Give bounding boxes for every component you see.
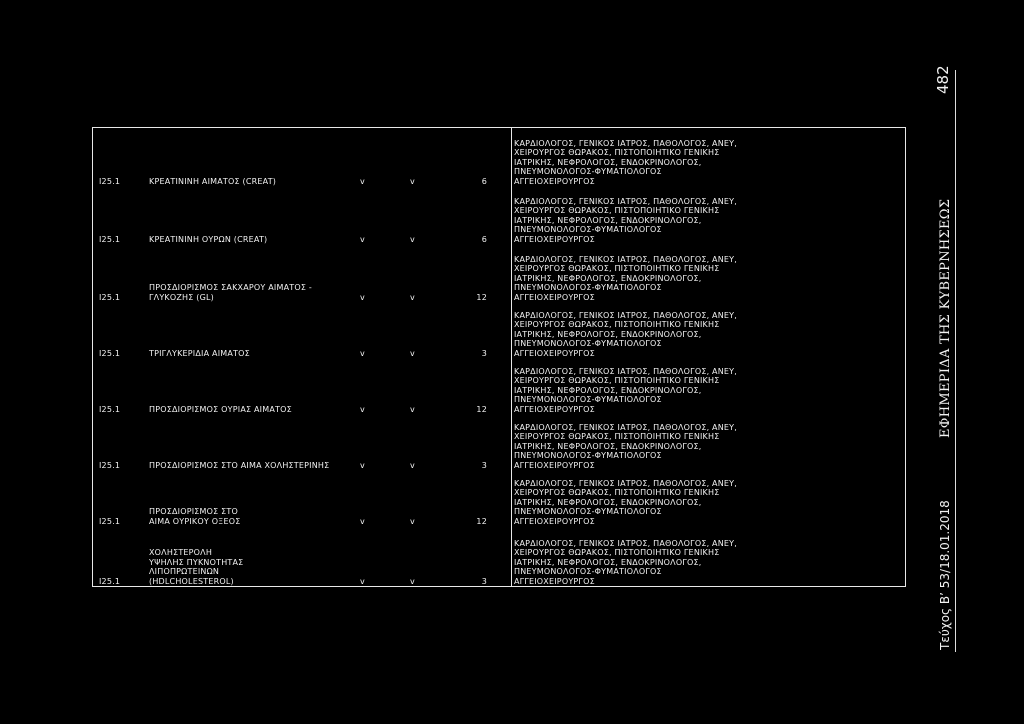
specialty-line: ΚΑΡΔΙΟΛΟΓΟΣ, ΓΕΝΙΚΟΣ ΙΑΤΡΟΣ, ΠΑΘΟΛΟΓΟΣ, ΑΝΕΥ,	[514, 422, 737, 432]
table-row	[93, 471, 905, 527]
row-code: I25.1	[99, 576, 121, 586]
row-code: I25.1	[99, 234, 121, 244]
examination-name-line: ΠΡΟΣΔΙΟΡΙΣΜΟΣ ΣΑΚΧΑΡΟΥ ΑΙΜΑΤΟΣ -	[149, 283, 312, 292]
specialty-line: ΚΑΡΔΙΟΛΟΓΟΣ, ΓΕΝΙΚΟΣ ΙΑΤΡΟΣ, ΠΑΘΟΛΟΓΟΣ, ΑΝΕΥ,	[514, 196, 737, 206]
row-code: I25.1	[99, 176, 121, 186]
row-quantity: 12	[476, 516, 487, 526]
issue-info: Τεύχος Β’ 53/18.01.2018	[938, 500, 952, 650]
row-check-1: v	[360, 516, 365, 526]
specialty-line: ΑΓΓΕΙΟΧΕΙΡΟΥΡΓΟΣ	[514, 460, 595, 470]
row-check-1: v	[360, 348, 365, 358]
examination-name-line: ΠΡΟΣΔΙΟΡΙΣΜΟΣ ΟΥΡΙΑΣ ΑΙΜΑΤΟΣ	[149, 404, 292, 414]
specialty-line: ΑΓΓΕΙΟΧΕΙΡΟΥΡΓΟΣ	[514, 176, 595, 186]
specialty-line: ΚΑΡΔΙΟΛΟΓΟΣ, ΓΕΝΙΚΟΣ ΙΑΤΡΟΣ, ΠΑΘΟΛΟΓΟΣ, ΑΝΕΥ,	[514, 310, 737, 320]
row-check-1: v	[360, 292, 365, 302]
specialty-line: ΙΑΤΡΙΚΗΣ, ΝΕΦΡΟΛΟΓΟΣ, ΕΝΔΟΚΡΙΝΟΛΟΓΟΣ,	[514, 557, 702, 567]
specialty-line: ΠΝΕΥΜΟΝΟΛΟΓΟΣ-ΦΥΜΑΤΙΟΛΟΓΟΣ	[514, 283, 662, 292]
specialty-line: ΠΝΕΥΜΟΝΟΛΟΓΟΣ-ΦΥΜΑΤΙΟΛΟΓΟΣ	[514, 567, 662, 576]
table-row	[93, 187, 905, 245]
table-row	[93, 303, 905, 359]
specialty-line: ΑΓΓΕΙΟΧΕΙΡΟΥΡΓΟΣ	[514, 404, 595, 414]
row-code: I25.1	[99, 292, 121, 302]
specialty-line: ΚΑΡΔΙΟΛΟΓΟΣ, ΓΕΝΙΚΟΣ ΙΑΤΡΟΣ, ΠΑΘΟΛΟΓΟΣ, ΑΝΕΥ,	[514, 366, 737, 376]
row-code: I25.1	[99, 404, 121, 414]
table-row	[93, 245, 905, 303]
specialty-line: ΙΑΤΡΙΚΗΣ, ΝΕΦΡΟΛΟΓΟΣ, ΕΝΔΟΚΡΙΝΟΛΟΓΟΣ,	[514, 215, 702, 225]
row-quantity: 3	[481, 576, 487, 586]
specialty-line: ΑΓΓΕΙΟΧΕΙΡΟΥΡΓΟΣ	[514, 576, 595, 586]
row-examination-name	[149, 405, 292, 415]
row-specialties	[514, 311, 737, 359]
row-specialties	[514, 539, 737, 587]
examination-name-line: ΑΙΜΑ ΟΥΡΙΚΟΥ ΟΞΕΟΣ	[149, 516, 241, 526]
specialty-line: ΚΑΡΔΙΟΛΟΓΟΣ, ΓΕΝΙΚΟΣ ΙΑΤΡΟΣ, ΠΑΘΟΛΟΓΟΣ, ΑΝΕΥ,	[514, 478, 737, 488]
row-check-2: v	[410, 176, 415, 186]
row-specialties	[514, 479, 737, 527]
specialty-line: ΚΑΡΔΙΟΛΟΓΟΣ, ΓΕΝΙΚΟΣ ΙΑΤΡΟΣ, ΠΑΘΟΛΟΓΟΣ, ΑΝΕΥ,	[514, 538, 737, 548]
page-number: 482	[934, 65, 952, 94]
specialty-line: ΧΕΙΡΟΥΡΓΟΣ ΘΩΡΑΚΟΣ, ΠΙΣΤΟΠΟΙΗΤΙΚΟ ΓΕΝΙΚΗΣ	[514, 148, 720, 157]
row-quantity: 12	[476, 404, 487, 414]
row-quantity: 3	[481, 460, 487, 470]
specialty-line: ΑΓΓΕΙΟΧΕΙΡΟΥΡΓΟΣ	[514, 516, 595, 526]
specialty-line: ΑΓΓΕΙΟΧΕΙΡΟΥΡΓΟΣ	[514, 234, 595, 244]
specialty-line: ΚΑΡΔΙΟΛΟΓΟΣ, ΓΕΝΙΚΟΣ ΙΑΤΡΟΣ, ΠΑΘΟΛΟΓΟΣ, ΑΝΕΥ,	[514, 254, 737, 264]
specialty-line: ΙΑΤΡΙΚΗΣ, ΝΕΦΡΟΛΟΓΟΣ, ΕΝΔΟΚΡΙΝΟΛΟΓΟΣ,	[514, 497, 702, 507]
specialty-line: ΧΕΙΡΟΥΡΓΟΣ ΘΩΡΑΚΟΣ, ΠΙΣΤΟΠΟΙΗΤΙΚΟ ΓΕΝΙΚΗΣ	[514, 488, 720, 497]
examination-name-line: ΛΙΠΟΠΡΩΤΕΙΝΩΝ	[149, 567, 220, 576]
examination-name-line: ΚΡΕΑΤΙΝΙΝΗ ΑΙΜΑΤΟΣ (CREAT)	[149, 176, 277, 186]
row-check-2: v	[410, 460, 415, 470]
row-examination-name	[149, 177, 276, 187]
specialty-line: ΙΑΤΡΙΚΗΣ, ΝΕΦΡΟΛΟΓΟΣ, ΕΝΔΟΚΡΙΝΟΛΟΓΟΣ,	[514, 157, 702, 167]
specialty-line: ΠΝΕΥΜΟΝΟΛΟΓΟΣ-ΦΥΜΑΤΙΟΛΟΓΟΣ	[514, 167, 662, 176]
examinations-table	[92, 127, 906, 587]
specialty-line: ΧΕΙΡΟΥΡΓΟΣ ΘΩΡΑΚΟΣ, ΠΙΣΤΟΠΟΙΗΤΙΚΟ ΓΕΝΙΚΗΣ	[514, 264, 720, 273]
specialty-line: ΧΕΙΡΟΥΡΓΟΣ ΘΩΡΑΚΟΣ, ΠΙΣΤΟΠΟΙΗΤΙΚΟ ΓΕΝΙΚΗΣ	[514, 432, 720, 441]
examination-name-line: ΤΡΙΓΛΥΚΕΡΙΔΙΑ ΑΙΜΑΤΟΣ	[149, 348, 250, 358]
row-quantity: 6	[481, 176, 487, 186]
row-check-2: v	[410, 576, 415, 586]
row-code: I25.1	[99, 516, 121, 526]
specialty-line: ΧΕΙΡΟΥΡΓΟΣ ΘΩΡΑΚΟΣ, ΠΙΣΤΟΠΟΙΗΤΙΚΟ ΓΕΝΙΚΗΣ	[514, 320, 720, 329]
row-examination-name	[149, 283, 312, 302]
journal-title: ΕΦΗΜΕΡΙΔΑ ΤΗΣ ΚΥΒΕΡΝΗΣΕΩΣ	[938, 198, 953, 438]
examination-name-line: ΠΡΟΣΔΙΟΡΙΣΜΟΣ ΣΤΟ ΑΙΜΑ ΧΟΛΗΣΤΕΡΙΝΗΣ	[149, 460, 330, 470]
row-specialties	[514, 139, 737, 187]
specialty-line: ΠΝΕΥΜΟΝΟΛΟΓΟΣ-ΦΥΜΑΤΙΟΛΟΓΟΣ	[514, 451, 662, 460]
row-examination-name	[149, 235, 267, 245]
row-examination-name	[149, 548, 243, 586]
row-code: I25.1	[99, 460, 121, 470]
specialty-line: ΚΑΡΔΙΟΛΟΓΟΣ, ΓΕΝΙΚΟΣ ΙΑΤΡΟΣ, ΠΑΘΟΛΟΓΟΣ, ΑΝΕΥ,	[514, 138, 737, 148]
table-row	[93, 415, 905, 471]
row-check-2: v	[410, 234, 415, 244]
row-quantity: 12	[476, 292, 487, 302]
row-check-1: v	[360, 404, 365, 414]
row-specialties	[514, 197, 737, 245]
row-check-2: v	[410, 292, 415, 302]
table-row	[93, 128, 905, 187]
specialty-line: ΧΕΙΡΟΥΡΓΟΣ ΘΩΡΑΚΟΣ, ΠΙΣΤΟΠΟΙΗΤΙΚΟ ΓΕΝΙΚΗΣ	[514, 548, 720, 557]
specialty-line: ΠΝΕΥΜΟΝΟΛΟΓΟΣ-ΦΥΜΑΤΙΟΛΟΓΟΣ	[514, 395, 662, 404]
specialty-line: ΧΕΙΡΟΥΡΓΟΣ ΘΩΡΑΚΟΣ, ΠΙΣΤΟΠΟΙΗΤΙΚΟ ΓΕΝΙΚΗΣ	[514, 376, 720, 385]
specialty-line: ΙΑΤΡΙΚΗΣ, ΝΕΦΡΟΛΟΓΟΣ, ΕΝΔΟΚΡΙΝΟΛΟΓΟΣ,	[514, 329, 702, 339]
specialty-line: ΠΝΕΥΜΟΝΟΛΟΓΟΣ-ΦΥΜΑΤΙΟΛΟΓΟΣ	[514, 339, 662, 348]
row-examination-name	[149, 507, 240, 526]
row-specialties	[514, 423, 737, 471]
examination-name-line: ΓΛΥΚΟΖΗΣ (GL)	[149, 292, 214, 302]
row-code: I25.1	[99, 348, 121, 358]
specialty-line: ΠΝΕΥΜΟΝΟΛΟΓΟΣ-ΦΥΜΑΤΙΟΛΟΓΟΣ	[514, 507, 662, 516]
specialty-line: ΑΓΓΕΙΟΧΕΙΡΟΥΡΓΟΣ	[514, 292, 595, 302]
row-check-2: v	[410, 348, 415, 358]
row-examination-name	[149, 349, 250, 359]
row-quantity: 3	[481, 348, 487, 358]
row-check-1: v	[360, 460, 365, 470]
row-check-2: v	[410, 404, 415, 414]
row-examination-name	[149, 461, 329, 471]
examination-name-line: ΚΡΕΑΤΙΝΙΝΗ ΟΥΡΩΝ (CREAT)	[149, 234, 268, 244]
table-row	[93, 359, 905, 415]
specialty-line: ΠΝΕΥΜΟΝΟΛΟΓΟΣ-ΦΥΜΑΤΙΟΛΟΓΟΣ	[514, 225, 662, 234]
examination-name-line: ΠΡΟΣΔΙΟΡΙΣΜΟΣ ΣΤΟ	[149, 507, 238, 516]
specialty-line: ΙΑΤΡΙΚΗΣ, ΝΕΦΡΟΛΟΓΟΣ, ΕΝΔΟΚΡΙΝΟΛΟΓΟΣ,	[514, 385, 702, 395]
row-quantity: 6	[481, 234, 487, 244]
specialty-line: ΙΑΤΡΙΚΗΣ, ΝΕΦΡΟΛΟΓΟΣ, ΕΝΔΟΚΡΙΝΟΛΟΓΟΣ,	[514, 273, 702, 283]
examination-name-line: ΧΟΛΗΣΤΕΡΟΛΗ	[149, 548, 213, 557]
margin-rule	[955, 70, 956, 652]
row-check-2: v	[410, 516, 415, 526]
row-check-1: v	[360, 176, 365, 186]
row-specialties	[514, 255, 737, 303]
specialty-line: ΧΕΙΡΟΥΡΓΟΣ ΘΩΡΑΚΟΣ, ΠΙΣΤΟΠΟΙΗΤΙΚΟ ΓΕΝΙΚΗΣ	[514, 206, 720, 215]
table-row	[93, 527, 905, 587]
specialty-line: ΑΓΓΕΙΟΧΕΙΡΟΥΡΓΟΣ	[514, 348, 595, 358]
examination-name-line: (HDLCHOLESTEROL)	[149, 576, 234, 586]
specialty-line: ΙΑΤΡΙΚΗΣ, ΝΕΦΡΟΛΟΓΟΣ, ΕΝΔΟΚΡΙΝΟΛΟΓΟΣ,	[514, 441, 702, 451]
examination-name-line: ΥΨΗΛΗΣ ΠΥΚΝΟΤΗΤΑΣ	[149, 557, 244, 567]
row-specialties	[514, 367, 737, 415]
row-check-1: v	[360, 234, 365, 244]
row-check-1: v	[360, 576, 365, 586]
